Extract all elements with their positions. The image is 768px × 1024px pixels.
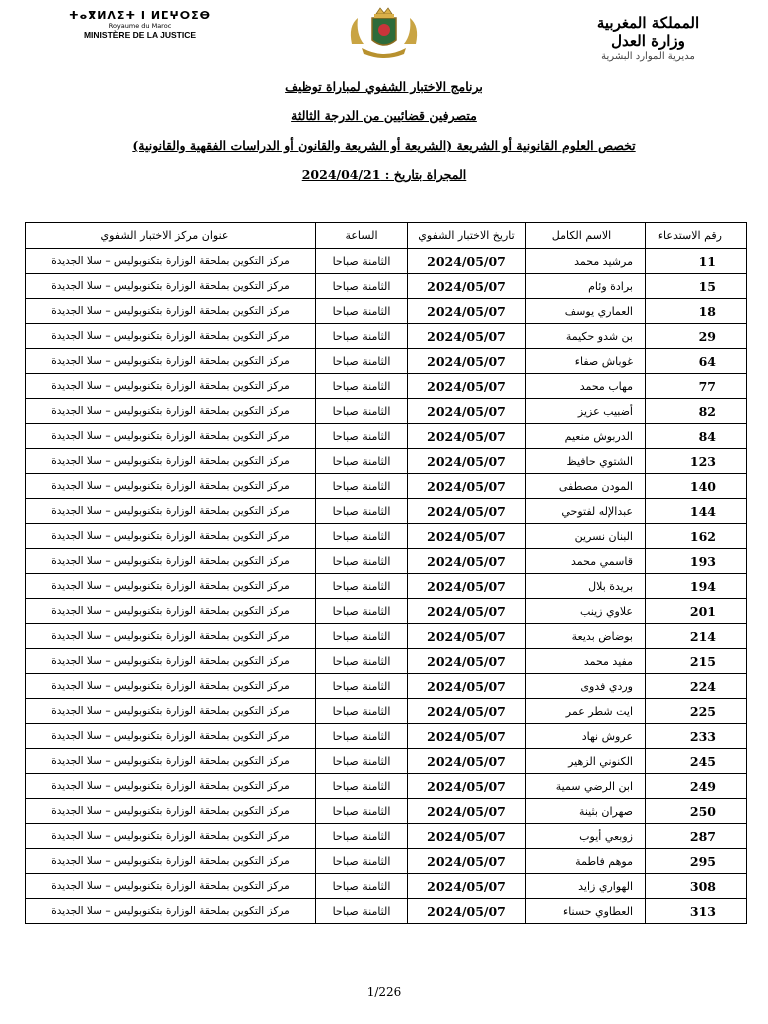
cell-date: 2024/05/07 bbox=[408, 749, 526, 774]
table-row bbox=[26, 249, 747, 274]
cell-time: الثامنة صباحا bbox=[316, 549, 408, 574]
cell-time: الثامنة صباحا bbox=[316, 499, 408, 524]
cell-date: 2024/05/07 bbox=[408, 574, 526, 599]
cell-address: مركز التكوين بملحقة الوزارة بتكنوبوليس – سلا الجديدة bbox=[26, 649, 316, 674]
cell-address: مركز التكوين بملحقة الوزارة بتكنوبوليس – سلا الجديدة bbox=[26, 424, 316, 449]
cell-address: مركز التكوين بملحقة الوزارة بتكنوبوليس – سلا الجديدة bbox=[26, 349, 316, 374]
cell-num: 224 bbox=[646, 674, 747, 699]
table-row bbox=[26, 449, 747, 474]
cell-address: مركز التكوين بملحقة الوزارة بتكنوبوليس – سلا الجديدة bbox=[26, 674, 316, 699]
cell-name: الدربوش منعيم bbox=[526, 424, 646, 449]
cell-num: 77 bbox=[646, 374, 747, 399]
coat-of-arms-icon bbox=[346, 4, 422, 60]
cell-address: مركز التكوين بملحقة الوزارة بتكنوبوليس – سلا الجديدة bbox=[26, 499, 316, 524]
cell-name: البنان نسرين bbox=[526, 524, 646, 549]
cell-time: الثامنة صباحا bbox=[316, 599, 408, 624]
cell-num: 82 bbox=[646, 399, 747, 424]
cell-name: مفيد محمد bbox=[526, 649, 646, 674]
header-date: تاريخ الاختبار الشفوي bbox=[408, 223, 526, 249]
cell-time: الثامنة صباحا bbox=[316, 824, 408, 849]
cell-date: 2024/05/07 bbox=[408, 474, 526, 499]
cell-time: الثامنة صباحا bbox=[316, 699, 408, 724]
table-row bbox=[26, 274, 747, 299]
cell-address: مركز التكوين بملحقة الوزارة بتكنوبوليس – سلا الجديدة bbox=[26, 749, 316, 774]
cell-date: 2024/05/07 bbox=[408, 299, 526, 324]
cell-time: الثامنة صباحا bbox=[316, 374, 408, 399]
cell-name: أضبيب عزيز bbox=[526, 399, 646, 424]
cell-num: 313 bbox=[646, 899, 747, 924]
ministry-ar-text: وزارة العدل bbox=[611, 32, 685, 50]
cell-time: الثامنة صباحا bbox=[316, 749, 408, 774]
cell-address: مركز التكوين بملحقة الوزارة بتكنوبوليس – سلا الجديدة bbox=[26, 524, 316, 549]
table-row bbox=[26, 799, 747, 824]
cell-date: 2024/05/07 bbox=[408, 449, 526, 474]
cell-name: ابن الرضي سمية bbox=[526, 774, 646, 799]
cell-time: الثامنة صباحا bbox=[316, 849, 408, 874]
table-row bbox=[26, 474, 747, 499]
cell-name: مهاب محمد bbox=[526, 374, 646, 399]
cell-num: 64 bbox=[646, 349, 747, 374]
cell-date: 2024/05/07 bbox=[408, 249, 526, 274]
candidates-table bbox=[25, 222, 747, 924]
directorate-ar-text: مديرية الموارد البشرية bbox=[601, 51, 695, 62]
cell-address: مركز التكوين بملحقة الوزارة بتكنوبوليس – سلا الجديدة bbox=[26, 849, 316, 874]
cell-date: 2024/05/07 bbox=[408, 424, 526, 449]
page-number: 1/226 bbox=[366, 985, 402, 999]
kingdom-ar-text: المملكة المغربية bbox=[596, 14, 700, 32]
table-row bbox=[26, 549, 747, 574]
title-line-4: المجراة بتاريخ : 2024/04/21 bbox=[301, 167, 467, 182]
header-address: عنوان مركز الاختبار الشفوي bbox=[26, 223, 316, 249]
title-line-3: تخصص العلوم القانونية أو الشريعة (الشريعة أو الشريعة والقانون أو الدراسات الفقهية والقانونية) bbox=[132, 138, 636, 153]
cell-num: 194 bbox=[646, 574, 747, 599]
cell-name: مرشيد محمد bbox=[526, 249, 646, 274]
cell-date: 2024/05/07 bbox=[408, 799, 526, 824]
cell-name: قاسمي محمد bbox=[526, 549, 646, 574]
cell-address: مركز التكوين بملحقة الوزارة بتكنوبوليس – سلا الجديدة bbox=[26, 374, 316, 399]
cell-date: 2024/05/07 bbox=[408, 774, 526, 799]
cell-date: 2024/05/07 bbox=[408, 549, 526, 574]
cell-num: 287 bbox=[646, 824, 747, 849]
header-time: الساعة bbox=[316, 223, 408, 249]
table-row bbox=[26, 324, 747, 349]
cell-address: مركز التكوين بملحقة الوزارة بتكنوبوليس – سلا الجديدة bbox=[26, 774, 316, 799]
cell-name: صهران بثينة bbox=[526, 799, 646, 824]
cell-date: 2024/05/07 bbox=[408, 674, 526, 699]
cell-name: موهم فاطمة bbox=[526, 849, 646, 874]
cell-name: زوبعي أيوب bbox=[526, 824, 646, 849]
cell-time: الثامنة صباحا bbox=[316, 349, 408, 374]
cell-date: 2024/05/07 bbox=[408, 849, 526, 874]
cell-name: المودن مصطفى bbox=[526, 474, 646, 499]
cell-address: مركز التكوين بملحقة الوزارة بتكنوبوليس – سلا الجديدة bbox=[26, 574, 316, 599]
table-row bbox=[26, 774, 747, 799]
cell-date: 2024/05/07 bbox=[408, 524, 526, 549]
tifinagh-text: ⵜⴰⴳⵍⴷⵉⵜ ⵏ ⵍⵎⵖⵔⵉⴱ bbox=[68, 9, 211, 22]
cell-date: 2024/05/07 bbox=[408, 599, 526, 624]
cell-address: مركز التكوين بملحقة الوزارة بتكنوبوليس – سلا الجديدة bbox=[26, 699, 316, 724]
cell-time: الثامنة صباحا bbox=[316, 724, 408, 749]
cell-date: 2024/05/07 bbox=[408, 699, 526, 724]
title-line-1: برنامج الاختبار الشفوي لمباراة توظيف bbox=[285, 79, 483, 94]
cell-address: مركز التكوين بملحقة الوزارة بتكنوبوليس – سلا الجديدة bbox=[26, 599, 316, 624]
table-row bbox=[26, 649, 747, 674]
cell-time: الثامنة صباحا bbox=[316, 774, 408, 799]
cell-date: 2024/05/07 bbox=[408, 899, 526, 924]
cell-time: الثامنة صباحا bbox=[316, 874, 408, 899]
cell-num: 233 bbox=[646, 724, 747, 749]
cell-time: الثامنة صباحا bbox=[316, 249, 408, 274]
cell-time: الثامنة صباحا bbox=[316, 649, 408, 674]
cell-time: الثامنة صباحا bbox=[316, 474, 408, 499]
cell-address: مركز التكوين بملحقة الوزارة بتكنوبوليس – سلا الجديدة bbox=[26, 799, 316, 824]
cell-name: وردي فدوى bbox=[526, 674, 646, 699]
table-row bbox=[26, 874, 747, 899]
table-row bbox=[26, 374, 747, 399]
cell-num: 84 bbox=[646, 424, 747, 449]
cell-time: الثامنة صباحا bbox=[316, 399, 408, 424]
table-row bbox=[26, 299, 747, 324]
cell-address: مركز التكوين بملحقة الوزارة بتكنوبوليس – سلا الجديدة bbox=[26, 549, 316, 574]
cell-num: 308 bbox=[646, 874, 747, 899]
table-header-row bbox=[26, 223, 747, 249]
cell-num: 214 bbox=[646, 624, 747, 649]
cell-address: مركز التكوين بملحقة الوزارة بتكنوبوليس – سلا الجديدة bbox=[26, 299, 316, 324]
cell-name: بريدة بلال bbox=[526, 574, 646, 599]
cell-address: مركز التكوين بملحقة الوزارة بتكنوبوليس – سلا الجديدة bbox=[26, 724, 316, 749]
cell-address: مركز التكوين بملحقة الوزارة بتكنوبوليس – سلا الجديدة bbox=[26, 249, 316, 274]
table-row bbox=[26, 349, 747, 374]
ministry-fr-text: MINISTÈRE DE LA JUSTICE bbox=[83, 30, 197, 40]
cell-name: بوضاض بديعة bbox=[526, 624, 646, 649]
cell-num: 162 bbox=[646, 524, 747, 549]
cell-num: 250 bbox=[646, 799, 747, 824]
table-row bbox=[26, 574, 747, 599]
cell-time: الثامنة صباحا bbox=[316, 574, 408, 599]
cell-address: مركز التكوين بملحقة الوزارة بتكنوبوليس – سلا الجديدة bbox=[26, 874, 316, 899]
cell-name: العطاوي حسناء bbox=[526, 899, 646, 924]
cell-date: 2024/05/07 bbox=[408, 374, 526, 399]
cell-time: الثامنة صباحا bbox=[316, 524, 408, 549]
cell-num: 15 bbox=[646, 274, 747, 299]
cell-time: الثامنة صباحا bbox=[316, 899, 408, 924]
table-row bbox=[26, 524, 747, 549]
cell-num: 123 bbox=[646, 449, 747, 474]
cell-time: الثامنة صباحا bbox=[316, 299, 408, 324]
cell-num: 249 bbox=[646, 774, 747, 799]
cell-name: ايت شطر عمر bbox=[526, 699, 646, 724]
table-row bbox=[26, 499, 747, 524]
cell-address: مركز التكوين بملحقة الوزارة بتكنوبوليس – سلا الجديدة bbox=[26, 399, 316, 424]
cell-address: مركز التكوين بملحقة الوزارة بتكنوبوليس – سلا الجديدة bbox=[26, 624, 316, 649]
cell-num: 295 bbox=[646, 849, 747, 874]
cell-num: 140 bbox=[646, 474, 747, 499]
cell-address: مركز التكوين بملحقة الوزارة بتكنوبوليس – سلا الجديدة bbox=[26, 474, 316, 499]
cell-time: الثامنة صباحا bbox=[316, 324, 408, 349]
table-row bbox=[26, 674, 747, 699]
cell-date: 2024/05/07 bbox=[408, 724, 526, 749]
table-row bbox=[26, 849, 747, 874]
cell-time: الثامنة صباحا bbox=[316, 674, 408, 699]
cell-num: 201 bbox=[646, 599, 747, 624]
cell-date: 2024/05/07 bbox=[408, 499, 526, 524]
table-row bbox=[26, 399, 747, 424]
ministry-logo-fr bbox=[60, 10, 220, 40]
cell-name: عروش نهاد bbox=[526, 724, 646, 749]
header-num: رقم الاستدعاء bbox=[646, 223, 747, 249]
cell-name: الهواري زايد bbox=[526, 874, 646, 899]
cell-name: الكنوني الزهير bbox=[526, 749, 646, 774]
cell-name: علاوي زينب bbox=[526, 599, 646, 624]
cell-num: 29 bbox=[646, 324, 747, 349]
table-row bbox=[26, 724, 747, 749]
cell-address: مركز التكوين بملحقة الوزارة بتكنوبوليس – سلا الجديدة bbox=[26, 324, 316, 349]
cell-name: عبدالإله لفتوحي bbox=[526, 499, 646, 524]
cell-num: 225 bbox=[646, 699, 747, 724]
cell-date: 2024/05/07 bbox=[408, 649, 526, 674]
cell-num: 144 bbox=[646, 499, 747, 524]
cell-time: الثامنة صباحا bbox=[316, 624, 408, 649]
cell-num: 215 bbox=[646, 649, 747, 674]
cell-address: مركز التكوين بملحقة الوزارة بتكنوبوليس – سلا الجديدة bbox=[26, 274, 316, 299]
cell-date: 2024/05/07 bbox=[408, 399, 526, 424]
cell-time: الثامنة صباحا bbox=[316, 274, 408, 299]
cell-address: مركز التكوين بملحقة الوزارة بتكنوبوليس – سلا الجديدة bbox=[26, 449, 316, 474]
cell-date: 2024/05/07 bbox=[408, 324, 526, 349]
cell-num: 193 bbox=[646, 549, 747, 574]
kingdom-fr-text: Royaume du Maroc bbox=[108, 22, 172, 30]
cell-time: الثامنة صباحا bbox=[316, 424, 408, 449]
table-row bbox=[26, 699, 747, 724]
cell-date: 2024/05/07 bbox=[408, 874, 526, 899]
table-row bbox=[26, 824, 747, 849]
table-row bbox=[26, 599, 747, 624]
header-name: الاسم الكامل bbox=[526, 223, 646, 249]
table-row bbox=[26, 749, 747, 774]
table-body bbox=[26, 249, 747, 924]
cell-time: الثامنة صباحا bbox=[316, 799, 408, 824]
cell-address: مركز التكوين بملحقة الوزارة بتكنوبوليس – سلا الجديدة bbox=[26, 824, 316, 849]
cell-name: الشتوي حافيظ bbox=[526, 449, 646, 474]
cell-name: برادة وئام bbox=[526, 274, 646, 299]
table-row bbox=[26, 899, 747, 924]
cell-num: 18 bbox=[646, 299, 747, 324]
table-row bbox=[26, 424, 747, 449]
cell-num: 245 bbox=[646, 749, 747, 774]
cell-address: مركز التكوين بملحقة الوزارة بتكنوبوليس – سلا الجديدة bbox=[26, 899, 316, 924]
title-line-2: متصرفين قضائيين من الدرجة الثالثة bbox=[291, 108, 477, 123]
cell-name: غوباش صفاء bbox=[526, 349, 646, 374]
cell-date: 2024/05/07 bbox=[408, 824, 526, 849]
cell-date: 2024/05/07 bbox=[408, 274, 526, 299]
cell-num: 11 bbox=[646, 249, 747, 274]
cell-date: 2024/05/07 bbox=[408, 349, 526, 374]
cell-name: بن شدو حكيمة bbox=[526, 324, 646, 349]
ministry-logo-ar bbox=[558, 14, 738, 64]
cell-name: العماري يوسف bbox=[526, 299, 646, 324]
cell-date: 2024/05/07 bbox=[408, 624, 526, 649]
table-row bbox=[26, 624, 747, 649]
cell-time: الثامنة صباحا bbox=[316, 449, 408, 474]
